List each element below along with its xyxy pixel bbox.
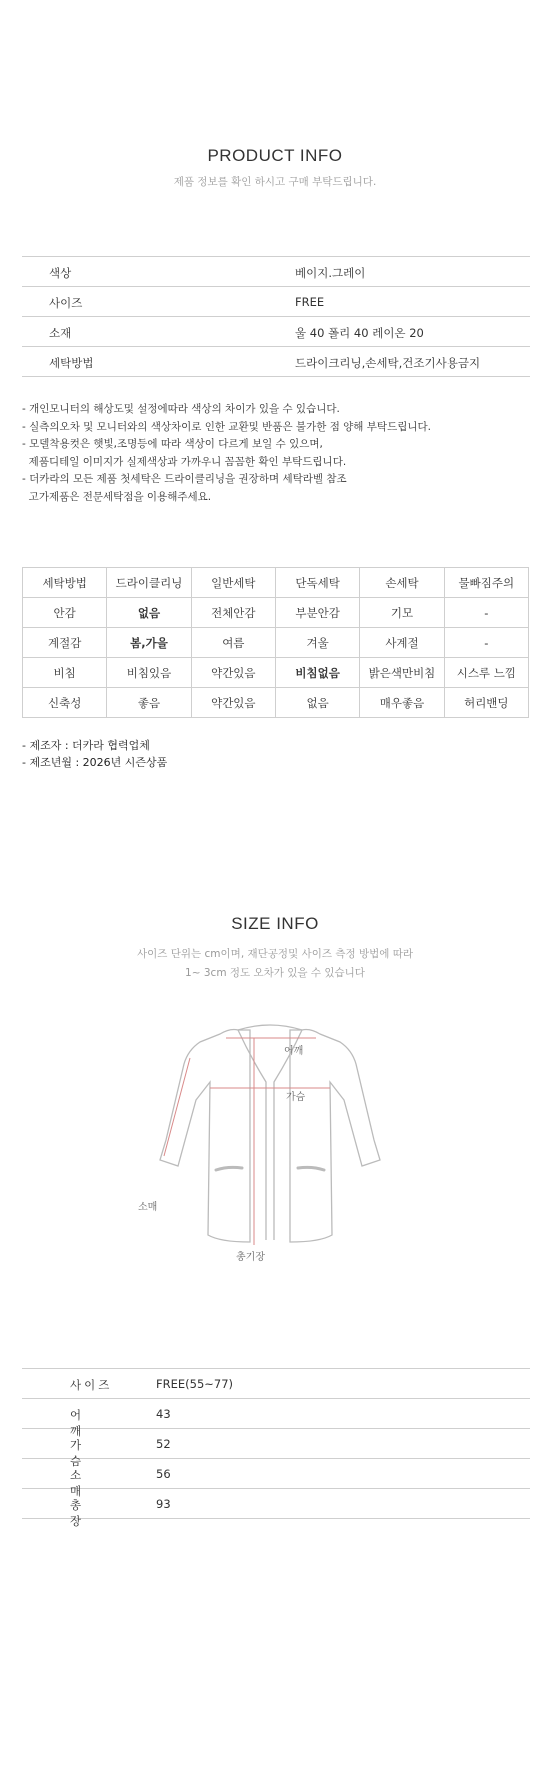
- product-info-subtitle: 제품 정보를 확인 하시고 구매 부탁드립니다.: [173, 176, 377, 188]
- care-cell: 봄,가을: [107, 628, 191, 658]
- care-cell: 비침있음: [107, 658, 191, 688]
- info-key: 사이즈: [49, 296, 83, 310]
- size-key: 총장: [70, 1498, 104, 1528]
- maker-line: - 제조자 : 더카라 협력업체: [22, 739, 150, 752]
- notice-list: [22, 401, 532, 506]
- notice-line: - 더카라의 모든 제품 첫세탁은 드라이클리닝을 권장하며 세탁라벨 참조: [22, 473, 347, 485]
- care-header-cell: 세탁방법: [23, 568, 107, 598]
- care-cell: 여름: [191, 628, 275, 658]
- size-value: 56: [156, 1467, 171, 1481]
- care-table: [22, 567, 529, 718]
- size-table: [22, 1368, 530, 1528]
- care-cell: 없음: [107, 598, 191, 628]
- label-length: 총기장: [236, 1252, 265, 1263]
- care-cell: 시스루 느낌: [444, 658, 528, 688]
- care-cell: 기모: [360, 598, 444, 628]
- notice-line: - 개인모니터의 해상도및 설정에따라 색상의 차이가 있을 수 있습니다.: [22, 403, 340, 415]
- info-value: 드라이크리닝,손세탁,건조기사용금지: [295, 356, 481, 370]
- care-cell: 비침없음: [275, 658, 359, 688]
- care-header-cell: 일반세탁: [191, 568, 275, 598]
- care-cell: 부분안감: [275, 598, 359, 628]
- size-key: 소매: [70, 1468, 104, 1498]
- info-value: 울 40 폴리 40 레이온 20: [295, 326, 424, 340]
- info-row-size: [22, 287, 530, 317]
- size-value: FREE(55~77): [156, 1377, 234, 1391]
- size-info-subtitle-1: 사이즈 단위는 cm이며, 재단공정및 사이즈 측정 방법에 따라: [137, 948, 413, 960]
- size-info-subtitle-2: 1~ 3cm 정도 오차가 있을 수 있습니다: [185, 967, 365, 979]
- size-key: 사이즈: [70, 1378, 113, 1392]
- info-row-material: [22, 317, 530, 347]
- cardigan-illustration: [138, 1020, 390, 1270]
- care-row-label: 신축성: [23, 688, 107, 718]
- care-row-season: [23, 628, 529, 658]
- care-header-cell: 드라이클리닝: [107, 568, 191, 598]
- size-key: 가슴: [70, 1438, 104, 1468]
- care-cell: 없음: [275, 688, 359, 718]
- product-info-title: PRODUCT INFO: [207, 146, 343, 165]
- care-cell: 약간있음: [191, 658, 275, 688]
- manufacture-date-line: - 제조년월 : 2026년 시즌상품: [22, 756, 168, 769]
- notice-line: 제품디테일 이미지가 실제색상과 가까우니 꼼꼼한 확인 부탁드립니다.: [22, 455, 347, 468]
- care-row-label: 계절감: [23, 628, 107, 658]
- notice-line: - 실측의오차 및 모니터와의 색상차이로 인한 교환및 반품은 불가한 점 양해 부탁드립니다.: [22, 420, 431, 433]
- size-row-chest: [22, 1429, 530, 1468]
- info-key: 색상: [49, 266, 72, 280]
- label-shoulder: 어깨: [284, 1046, 304, 1057]
- info-key: 세탁방법: [49, 356, 94, 370]
- care-row-stretch: [23, 688, 529, 718]
- info-value: FREE: [295, 295, 325, 309]
- care-cell: 밝은색만비침: [360, 658, 444, 688]
- care-cell: 전체안감: [191, 598, 275, 628]
- info-key: 소재: [49, 326, 72, 340]
- care-cell: -: [444, 598, 528, 628]
- care-header-cell: 손세탁: [360, 568, 444, 598]
- care-header-cell: 단독세탁: [275, 568, 359, 598]
- size-key: 어깨: [70, 1408, 104, 1438]
- size-value: 93: [156, 1497, 171, 1511]
- notice-line: 고가제품은 전문세탁점을 이용해주세요.: [22, 490, 212, 503]
- product-info-table: [22, 256, 530, 377]
- care-cell: -: [444, 628, 528, 658]
- info-row-washing: [22, 347, 530, 377]
- maker-info: [22, 737, 167, 771]
- info-row-color: [22, 257, 530, 287]
- care-header-cell: 물빠짐주의: [444, 568, 528, 598]
- garment-measurement-diagram: [138, 1020, 390, 1270]
- size-row-length: [22, 1489, 530, 1528]
- care-row-label: 비침: [23, 658, 107, 688]
- size-info-title: SIZE INFO: [231, 914, 319, 933]
- care-row-sheer: [23, 658, 529, 688]
- info-value: 베이지.그레이: [295, 266, 366, 280]
- care-cell: 좋음: [107, 688, 191, 718]
- size-row-size: [22, 1369, 530, 1399]
- care-cell: 사계절: [360, 628, 444, 658]
- size-value: 52: [156, 1437, 171, 1451]
- care-cell: 약간있음: [191, 688, 275, 718]
- care-cell: 허리밴딩: [444, 688, 528, 718]
- care-cell: 매우좋음: [360, 688, 444, 718]
- size-row-shoulder: [22, 1399, 530, 1438]
- size-row-sleeve: [22, 1459, 530, 1498]
- care-header-row: [23, 568, 529, 598]
- care-row-label: 안감: [23, 598, 107, 628]
- care-cell: 겨울: [275, 628, 359, 658]
- notice-line: - 모델착용컷은 햇빛,조명등에 따라 색상이 다르게 보일 수 있으며,: [22, 438, 323, 450]
- label-chest: 가슴: [286, 1092, 306, 1103]
- care-row-lining: [23, 598, 529, 628]
- label-sleeve: 소매: [138, 1202, 158, 1213]
- size-value: 43: [156, 1407, 171, 1421]
